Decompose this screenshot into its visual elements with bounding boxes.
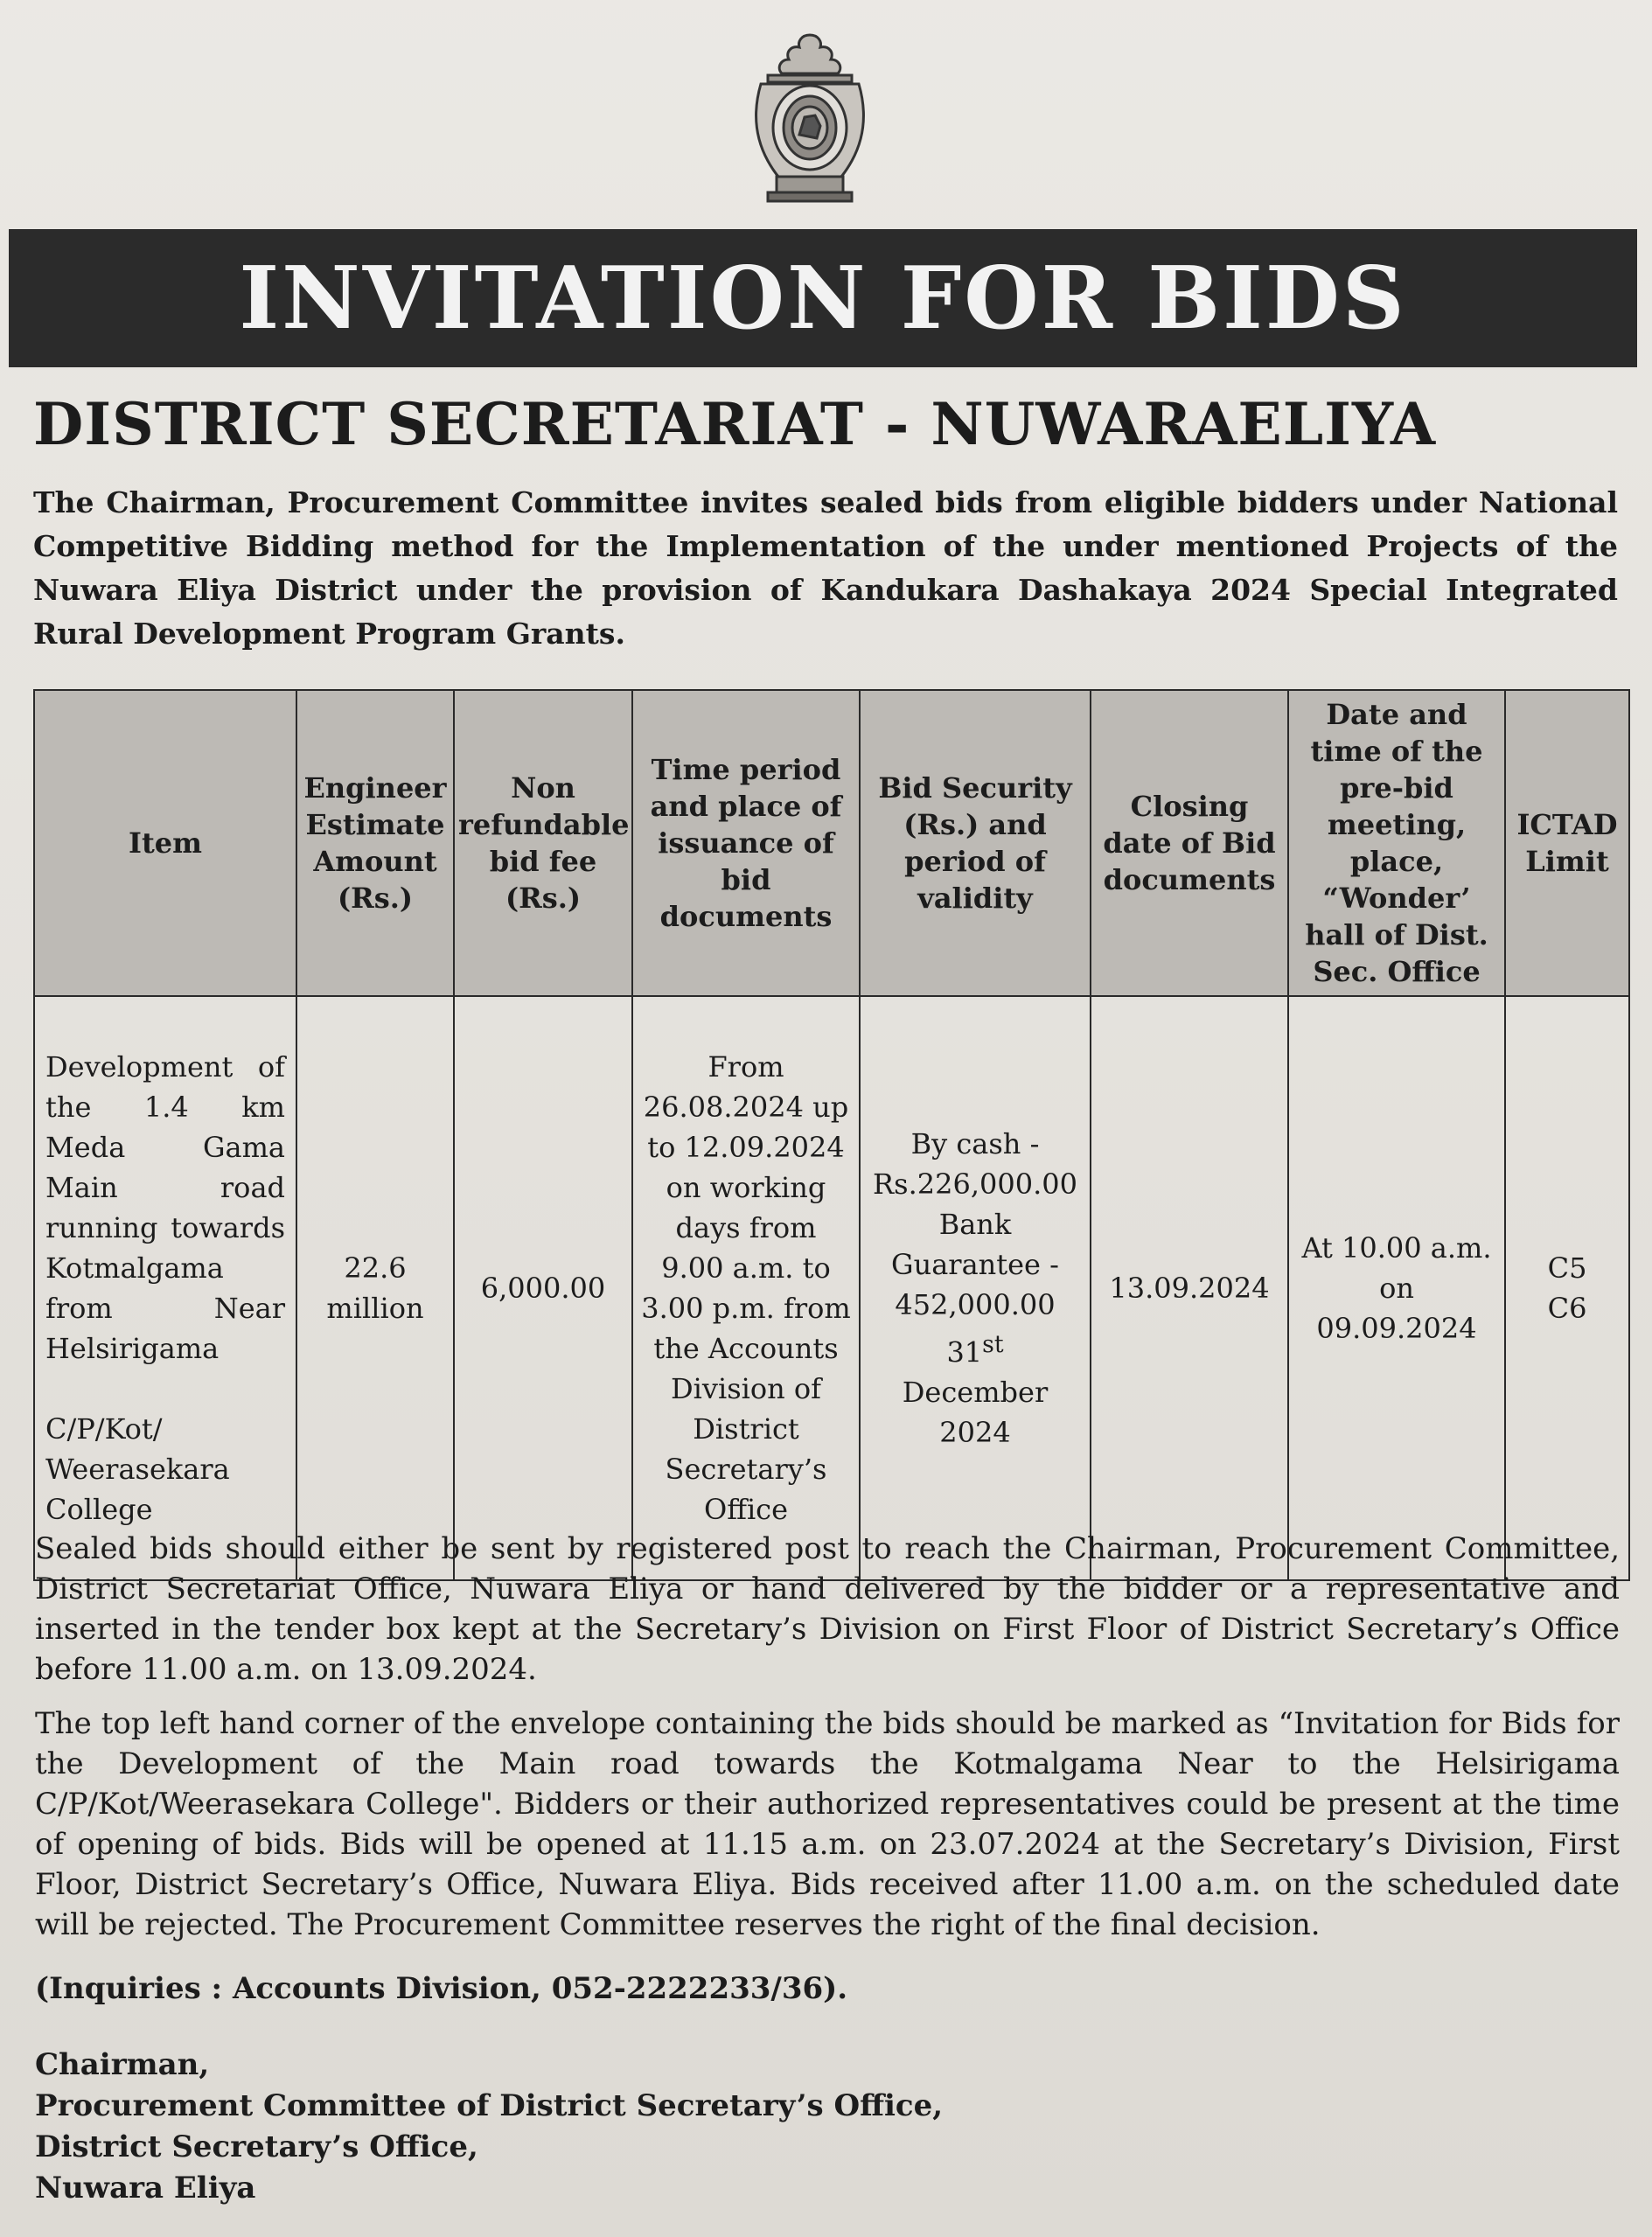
header-ictad: ICTAD Limit — [1505, 690, 1629, 996]
signature-line-3: District Secretary’s Office, — [35, 2129, 478, 2164]
national-emblem-icon — [742, 30, 878, 205]
signature-line-4: Nuwara Eliya — [35, 2171, 256, 2206]
header-item: Item — [34, 690, 296, 996]
security-day: 31 — [946, 1335, 983, 1369]
cell-estimate: 22.6 million — [296, 996, 454, 1580]
cell-prebid: At 10.00 a.m. on 09.09.2024 — [1288, 996, 1505, 1580]
ictad-grade-2: C6 — [1547, 1292, 1587, 1325]
cell-fee: 6,000.00 — [454, 996, 632, 1580]
table-header-row — [34, 690, 1629, 996]
envelope-paragraph: The top left hand corner of the envelope containing the bids should be marked as “Invitation for Bids for the Development of the Main road towards the Kotmalgama Near to the Helsirigama C/P/Kot/Weerasekara College". Bidders or their authorized representatives could be present at the time of opening of bids. Bids will be opened at 11.15 a.m. on 23.07.2024 at the Secretary’s Division, First Floor, District Secretary’s Office, Nuwara Eliya. Bids received after 11.00 a.m. on the scheduled date will be rejected. The Procurement Committee reserves the right of the final decision. — [35, 1706, 1620, 1942]
cell-ictad — [1505, 996, 1629, 1580]
table-row — [34, 996, 1629, 1580]
signature-block — [35, 2045, 943, 2209]
cell-item — [34, 996, 296, 1580]
header-estimate: Engineer Estimate Amount (Rs.) — [296, 690, 454, 996]
signature-line-1: Chairman, — [35, 2047, 210, 2082]
signature-line-2: Procurement Committee of District Secretary’s Office, — [35, 2088, 944, 2123]
security-cash: By cash - Rs.226,000.00 — [873, 1126, 1077, 1201]
title-banner — [9, 229, 1637, 367]
banner-title: INVITATION FOR BIDS — [239, 247, 1407, 349]
header-closing: Closing date of Bid documents — [1091, 690, 1288, 996]
header-prebid: Date and time of the pre-bid meeting, place, “Wonder’ hall of Dist. Sec. Office — [1288, 690, 1505, 996]
intro-paragraph: The Chairman, Procurement Committee invites sealed bids from eligible bidders under National Competitive Bidding method for the Implementation of the under mentioned Projects of the Nuwara Eliya District under the provision of Kandukara Dashakaya 2024 Special Integrated Rural Development Program Grants. — [33, 485, 1618, 651]
cell-issuance: From 26.08.2024 up to 12.09.2024 on working days from 9.00 a.m. to 3.00 p.m. from the Accounts Division of District Secretary’s Office — [632, 996, 860, 1580]
cell-security — [860, 996, 1091, 1580]
header-security: Bid Security (Rs.) and period of validity — [860, 690, 1091, 996]
header-issuance: Time period and place of issuance of bid documents — [632, 690, 860, 996]
ictad-grade-1: C5 — [1547, 1251, 1587, 1285]
security-date — [868, 1325, 1083, 1373]
security-day-suffix: st — [982, 1330, 1004, 1358]
security-bank: Bank Guarantee - 452,000.00 — [891, 1207, 1059, 1321]
inquiries-line: (Inquiries : Accounts Division, 052-2222233/36). — [35, 1971, 848, 2006]
security-validity: December 2024 — [902, 1376, 1049, 1450]
item-location: C/P/Kot/ Weerasekara College — [45, 1412, 230, 1526]
item-description: Development of the 1.4 km Meda Gama Main road running towards Kotmalgama from Near Helsirigama — [45, 1050, 285, 1365]
bid-table — [33, 689, 1630, 1581]
submission-paragraph: Sealed bids should either be sent by registered post to reach the Chairman, Procurement Committee, District Secretariat Office, Nuwara Eliya or hand delivered by the bidder or a representative and inserted in the tender box kept at the Secretary’s Division on First Floor of District Secretary’s Office before 11.00 a.m. on 13.09.2024. — [35, 1531, 1620, 1687]
cell-closing: 13.09.2024 — [1091, 996, 1288, 1580]
office-title: DISTRICT SECRETARIAT - NUWARAELIYA — [33, 390, 1437, 458]
header-fee: Non refundable bid fee (Rs.) — [454, 690, 632, 996]
